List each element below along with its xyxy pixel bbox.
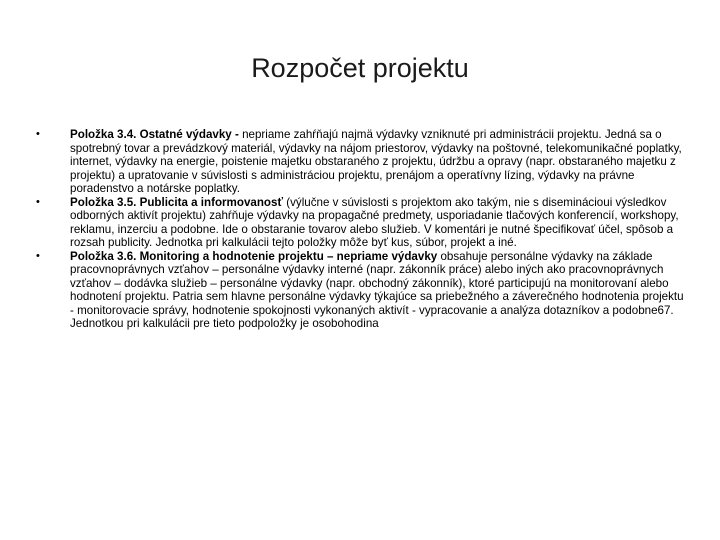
slide-title: Rozpočet projektu <box>251 53 469 83</box>
list-item <box>36 250 684 331</box>
bullet-text <box>70 250 684 331</box>
bullet-lead: Položka 3.6. Monitoring a hodnotenie projektu – nepriame výdavky <box>70 249 441 263</box>
bullet-lead: Položka 3.5. Publicita a informovanosť <box>70 195 287 209</box>
bullet-icon: • <box>36 249 40 262</box>
bullet-lead: Položka 3.4. Ostatné výdavky - <box>70 128 243 141</box>
list-item <box>36 128 684 196</box>
bullet-body: nepriame zahŕňajú najmä výdavky vzniknuté pri administrácii projektu. Jedná sa o spotrebný tovar a prevádzkový materiál, výdavky na nájom priestorov, výdavky na poštovné, telekomunikačné poplatky, internet, výdavky na energie, poistenie majetku obstaraného z projektu, údržbu a opravy (napr. obstaraného majetku z projektu) a upratovanie v súvislosti s administráciou projektu, prenájom a operatívny lízing, výdavky na právne poradenstvo a notárske poplatky. <box>70 128 682 195</box>
bullet-text <box>70 128 684 196</box>
bullet-list <box>36 128 684 331</box>
bullet-body: (výlučne v súvislosti s projektom ako takým, nie s diseminácioui výsledkov odborných aktivít projektu) zahŕňuje výdavky na propagačné predmety, usporiadanie tlačových konferencií, workshopy, reklamu, inzerciu a podobne. Ide o obstaranie tovarov alebo služieb. V komentári je nutné špecifikovať účel, spôsob a rozsah publicity. Jednotka pri kalkulácii tejto položky môže byť kus, súbor, projekt a iné. <box>70 195 679 249</box>
bullet-text <box>70 196 684 250</box>
bullet-icon: • <box>36 195 40 208</box>
bullet-icon: • <box>36 128 40 140</box>
list-item <box>36 196 684 250</box>
bullet-body: obsahuje personálne výdavky na základe pracovnoprávnych vzťahov – personálne výdavky interné (napr. zákonník práce) alebo iných ako pracovnoprávnych vzťahov – dodávka služieb – personálne výdavky (napr. obchodný zákonník), ktoré participujú na monitorovaní alebo hodnotení projektu. Patria sem hlavne personálne výdavky týkajúce sa priebežného a záverečného hodnotenia projektu - monitorovacie správy, hodnotenie spokojnosti vykonaných aktivít - vypracovanie a analýza dotazníkov a podobne67. Jednotkou pri kalkulácii pre tieto podpoložky je osobohodina <box>70 249 684 330</box>
